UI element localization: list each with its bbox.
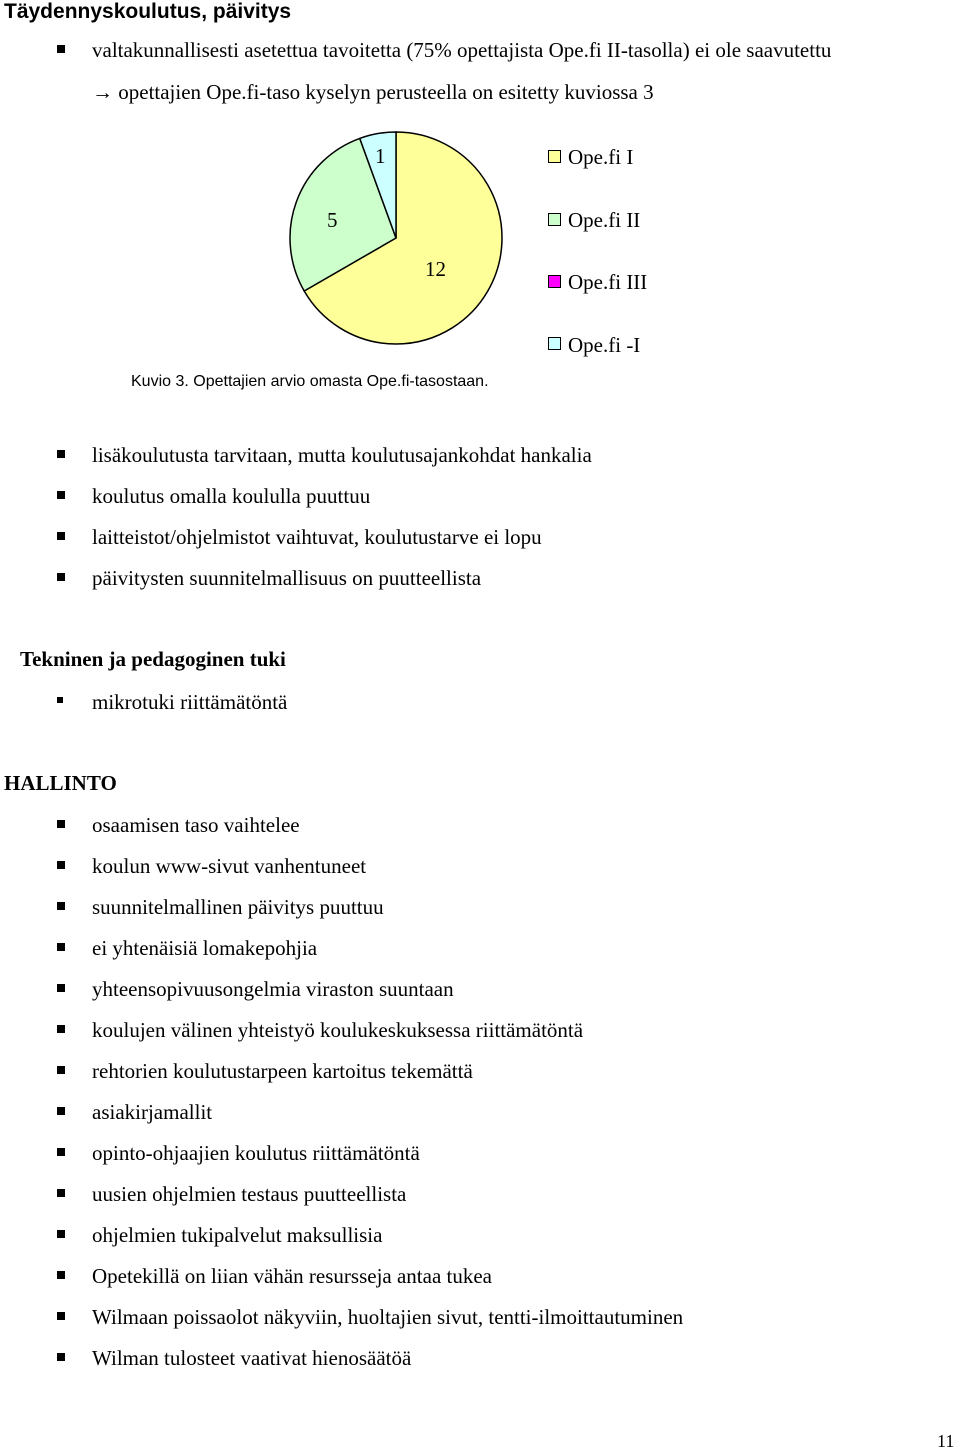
- bullet-marker: [57, 450, 65, 458]
- bullet-marker: [57, 943, 65, 951]
- bullet-marker: [57, 45, 65, 53]
- legend-label-ope-fi-iii: Ope.fi III: [568, 270, 648, 294]
- page-number: 11: [937, 1431, 955, 1451]
- intro-text-arrow: → opettajien Ope.fi-taso kyselyn perusteella on esitetty kuviossa 3: [92, 80, 654, 104]
- list-item: opinto-ohjaajien koulutus riittämätöntä: [92, 1141, 420, 1165]
- list-item: uusien ohjelmien testaus puutteellista: [92, 1182, 407, 1206]
- bullet-marker: [57, 1312, 65, 1320]
- bullet-marker: [57, 861, 65, 869]
- legend-label-ope-fi-minus-i: Ope.fi -I: [568, 333, 641, 357]
- list-item: Wilmaan poissaolot näkyviin, huoltajien sivut, tentti-ilmoittautuminen: [92, 1305, 684, 1329]
- bullet-marker: [57, 1025, 65, 1033]
- bullet-marker: [57, 902, 65, 910]
- legend-label-ope-fi-ii: Ope.fi II: [568, 208, 641, 232]
- section-heading-hallinto: HALLINTO: [4, 771, 117, 795]
- bullet-marker: [57, 820, 65, 828]
- bullet-marker: [57, 1230, 65, 1238]
- bullet-marker: [57, 1271, 65, 1279]
- bullet-marker: [57, 1066, 65, 1074]
- section-heading-tekninen-tuki: Tekninen ja pedagoginen tuki: [20, 647, 286, 671]
- list-item: lisäkoulutusta tarvitaan, mutta koulutusajankohdat hankalia: [92, 443, 592, 467]
- list-item: yhteensopivuusongelmia viraston suuntaan: [92, 977, 454, 1001]
- bullet-marker: [57, 573, 65, 581]
- bullet-marker: [57, 1107, 65, 1115]
- section-heading-taydennyskoulutus: Täydennyskoulutus, päivitys: [4, 0, 292, 23]
- list-item: ei yhtenäisiä lomakepohjia: [92, 936, 318, 960]
- pie-data-label-1: 1: [375, 144, 386, 168]
- list-item: Opetekillä on liian vähän resursseja antaa tukea: [92, 1264, 493, 1288]
- bullet-marker: [57, 532, 65, 540]
- list-item: koulutus omalla koululla puuttuu: [92, 484, 371, 508]
- intro-text: valtakunnallisesti asetettua tavoitetta (75% opettajista Ope.fi II-tasolla) ei ole saavutettu: [92, 38, 832, 62]
- list-item: asiakirjamallit: [92, 1100, 213, 1124]
- bullet-marker: [57, 1353, 65, 1361]
- legend-swatch-ope-fi-minus-i: [548, 337, 561, 350]
- legend-label-ope-fi-i: Ope.fi I: [568, 145, 634, 169]
- bullet-marker: [57, 984, 65, 992]
- list-item: päivitysten suunnitelmallisuus on puutteellista: [92, 566, 482, 590]
- list-item: suunnitelmallinen päivitys puuttuu: [92, 895, 384, 919]
- bullet-marker: [57, 1148, 65, 1156]
- list-item: Wilman tulosteet vaativat hienosäätöä: [92, 1346, 412, 1370]
- legend-swatch-ope-fi-i: [548, 150, 561, 163]
- list-item: koulun www-sivut vanhentuneet: [92, 854, 367, 878]
- pie-data-label-5: 5: [327, 208, 338, 232]
- legend-swatch-ope-fi-iii: [548, 275, 561, 288]
- bullet-marker: [57, 697, 63, 703]
- list-item: mikrotuki riittämätöntä: [92, 690, 288, 714]
- list-item: laitteistot/ohjelmistot vaihtuvat, koulutustarve ei lopu: [92, 525, 542, 549]
- list-item: ohjelmien tukipalvelut maksullisia: [92, 1223, 383, 1247]
- bullet-marker: [57, 1189, 65, 1197]
- pie-data-label-12: 12: [425, 257, 446, 281]
- pie-data-labels: [280, 130, 510, 360]
- figure-caption: Kuvio 3. Opettajien arvio omasta Ope.fi-tasostaan.: [131, 373, 489, 390]
- list-item: koulujen välinen yhteistyö koulukeskuksessa riittämätöntä: [92, 1018, 584, 1042]
- legend-swatch-ope-fi-ii: [548, 213, 561, 226]
- list-item: osaamisen taso vaihtelee: [92, 813, 300, 837]
- list-item: rehtorien koulutustarpeen kartoitus tekemättä: [92, 1059, 473, 1083]
- bullet-marker: [57, 491, 65, 499]
